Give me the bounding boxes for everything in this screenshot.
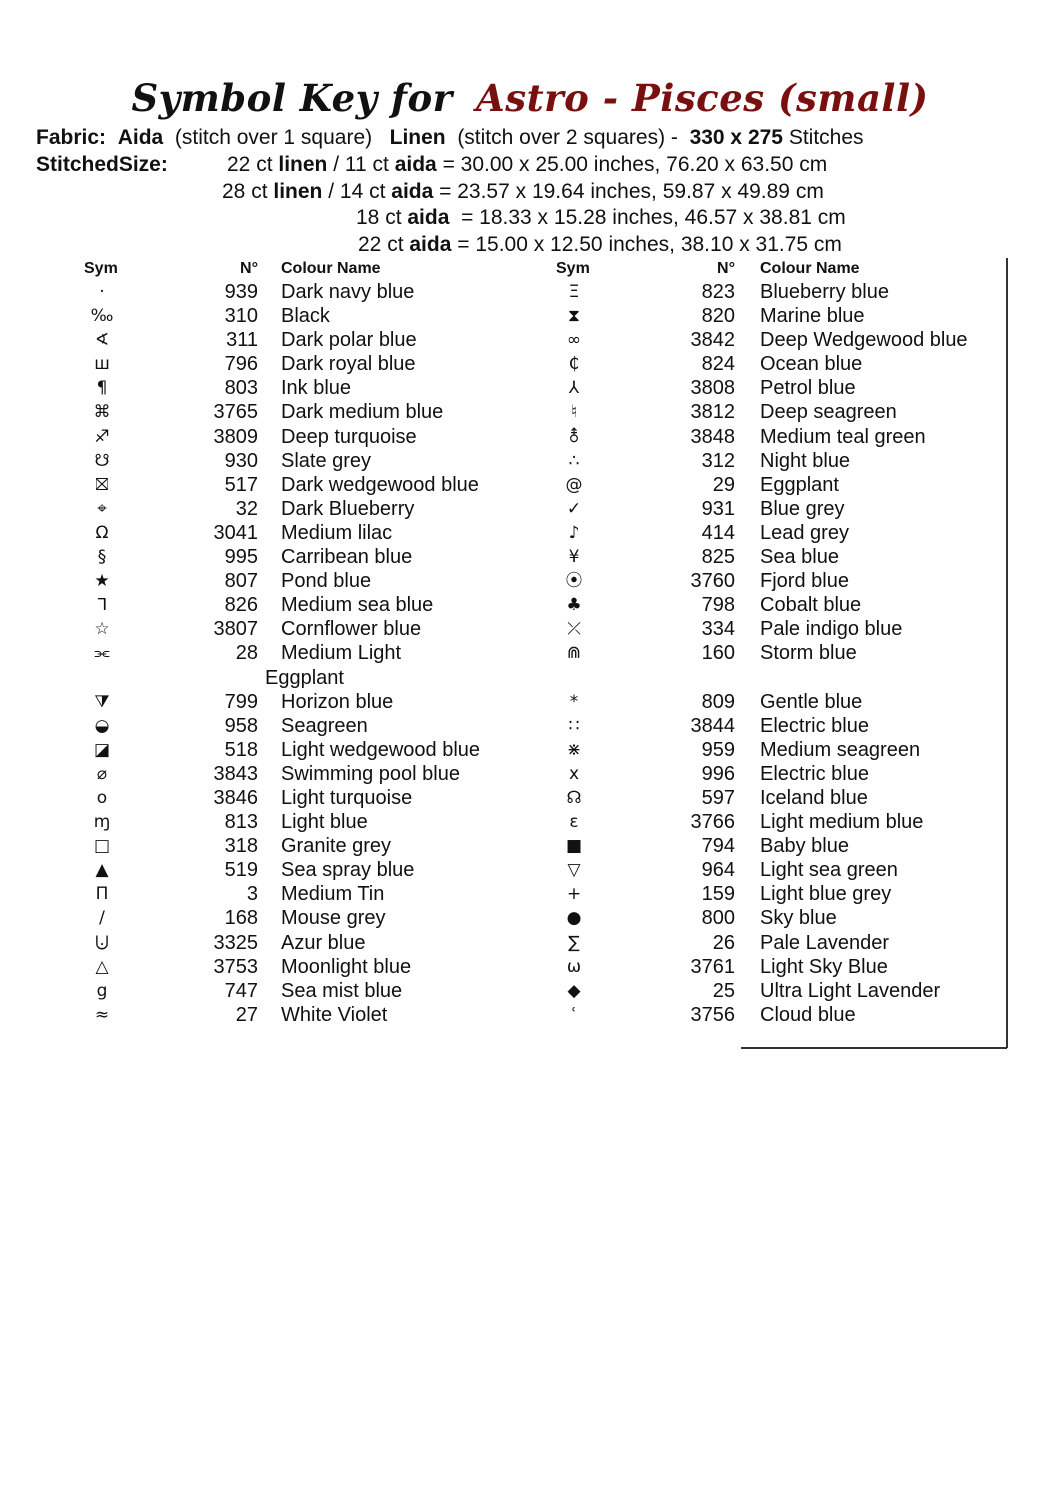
stitch-symbol-icon: ɱ	[93, 812, 111, 833]
floss-number: 930	[224, 449, 258, 472]
floss-number: 959	[701, 738, 735, 761]
stitch-symbol-icon: ♪	[568, 522, 580, 543]
stitch-symbol-icon: ◪	[93, 739, 111, 760]
size-part-post: = 18.33 x 15.28 inches, 46.57 x 38.81 cm	[449, 206, 846, 229]
stitch-symbol-icon: ʿ	[571, 1004, 577, 1025]
header-num: N°	[240, 260, 258, 277]
colour-name: Sky blue	[760, 907, 837, 930]
floss-number: 28	[235, 642, 258, 665]
fabric-linen-note: (stitch over 2 squares) -	[457, 126, 678, 149]
pattern-name: Astro - Pisces (small)	[476, 76, 929, 120]
header-sym: Sym	[84, 260, 118, 277]
stitch-symbol-icon: ∢	[94, 330, 110, 351]
colour-name: Light blue grey	[760, 883, 892, 906]
stitches-label: Stitches	[788, 126, 864, 149]
floss-number: 747	[224, 979, 258, 1002]
colour-name: Dark polar blue	[281, 329, 417, 352]
floss-number: 820	[701, 305, 735, 328]
floss-number: 826	[224, 594, 258, 617]
colour-name: Light Sky Blue	[760, 955, 888, 978]
colour-name: Pale Lavender	[760, 931, 889, 954]
stitch-symbol-icon: ■	[565, 836, 583, 857]
stitch-symbol-icon: ⌘	[93, 402, 111, 423]
floss-number: 800	[701, 907, 735, 930]
colour-name: Swimming pool blue	[281, 762, 460, 785]
stitch-symbol-icon: ш	[94, 354, 110, 375]
stitch-symbol-icon: ♣	[566, 595, 582, 616]
stitch-symbol-icon: ¶	[96, 378, 108, 399]
size-part-pre: 28 ct	[222, 180, 274, 203]
floss-number: 160	[701, 642, 735, 665]
stitch-symbol-icon: ⋒	[566, 643, 582, 664]
colour-name: Ultra Light Lavender	[760, 979, 941, 1002]
colour-name: Deep Wedgewood blue	[760, 329, 968, 352]
stitch-symbol-icon: ☋	[94, 450, 110, 471]
stitch-symbol-icon: ✓	[566, 498, 582, 519]
colour-name: Cobalt blue	[760, 594, 862, 617]
size-part-b2: aida	[394, 153, 437, 176]
stitch-symbol-icon: ∞	[566, 330, 582, 351]
floss-number: 964	[701, 859, 735, 882]
stitch-symbol-icon: ⋇	[566, 739, 582, 760]
size-part-mid: / 11 ct	[327, 153, 395, 176]
colour-name: Petrol blue	[760, 377, 856, 400]
floss-number: 517	[224, 473, 258, 496]
stitched-size-line	[356, 206, 846, 230]
stitch-symbol-icon: ★	[94, 571, 110, 592]
title-prefix: Symbol Key for	[131, 76, 453, 120]
stitch-symbol-icon: g	[96, 980, 108, 1001]
colour-name: Ink blue	[281, 377, 352, 400]
size-part-b1: aida	[409, 233, 452, 256]
stitch-symbol-icon: ∷	[568, 715, 580, 736]
floss-number: 809	[701, 690, 735, 713]
stitch-symbol-icon: ▽	[567, 860, 581, 881]
stitch-symbol-icon: ω	[566, 956, 582, 977]
colour-name: Horizon blue	[281, 690, 394, 713]
stitch-symbol-icon: ●	[566, 908, 582, 929]
page-title	[0, 76, 1060, 120]
colour-name: Medium sea blue	[281, 594, 434, 617]
colour-name: Medium seagreen	[760, 738, 921, 761]
colour-name: Deep seagreen	[760, 401, 897, 424]
stitch-symbol-icon: @	[565, 474, 583, 495]
floss-number: 318	[224, 835, 258, 858]
floss-number: 597	[701, 786, 735, 809]
colour-name: Dark wedgewood blue	[281, 473, 479, 496]
floss-number: 312	[701, 449, 735, 472]
floss-number: 3843	[213, 762, 258, 785]
stitch-symbol-icon: ⌖	[97, 498, 107, 519]
stitch-symbol-icon: ⚨	[566, 426, 582, 447]
stitch-symbol-icon: ⨃	[95, 932, 109, 953]
stitch-symbol-icon: ◒	[94, 715, 110, 736]
floss-number: 931	[701, 497, 735, 520]
colour-name: Pond blue	[281, 570, 372, 593]
floss-number: 3325	[213, 931, 258, 954]
floss-number: 958	[224, 714, 258, 737]
stitch-symbol-icon: ε	[569, 812, 579, 833]
stitch-symbol-icon: ᒣ	[96, 595, 108, 616]
colour-name: Light sea green	[760, 859, 898, 882]
stitch-symbol-icon: Π	[95, 884, 109, 905]
stitch-symbol-icon: ·	[99, 282, 105, 302]
table-border-right	[1006, 258, 1008, 1048]
header-sym: Sym	[556, 260, 590, 277]
size-part-post: = 30.00 x 25.00 inches, 76.20 x 63.50 cm	[436, 153, 828, 176]
stitch-symbol-icon: Ω	[95, 522, 109, 543]
colour-name: Medium Light	[281, 642, 402, 665]
colour-name: Moonlight blue	[281, 955, 412, 978]
floss-number: 813	[224, 811, 258, 834]
stitch-symbol-icon: +	[566, 884, 582, 905]
colour-name: Electric blue	[760, 762, 869, 785]
colour-name: Light turquoise	[281, 786, 413, 809]
floss-number: 939	[224, 281, 258, 303]
floss-number: 3765	[213, 401, 258, 424]
colour-name: Dark medium blue	[281, 401, 444, 424]
size-part-b1: aida	[407, 206, 450, 229]
colour-name: Sea blue	[760, 546, 839, 569]
stitch-symbol-icon: ∴	[568, 450, 580, 471]
colour-name: Marine blue	[760, 305, 865, 328]
colour-name: Carribean blue	[281, 546, 413, 569]
floss-number: 414	[701, 521, 735, 544]
stitch-symbol-icon: ⧗	[568, 306, 580, 327]
floss-number: 3756	[690, 1003, 735, 1026]
floss-number: 3041	[213, 521, 258, 544]
floss-number: 311	[226, 329, 258, 352]
colour-name: Fjord blue	[760, 570, 849, 593]
stitch-symbol-icon: ▲	[95, 860, 109, 881]
fabric-label: Fabric:	[36, 126, 107, 149]
floss-number: 3809	[213, 425, 258, 448]
stitch-symbol-icon: ≈	[94, 1004, 110, 1025]
colour-name: Black	[281, 305, 330, 328]
stitch-count: 330 x 275	[689, 126, 783, 149]
stitch-symbol-icon: ‰	[90, 306, 114, 327]
size-part-post: = 23.57 x 19.64 inches, 59.87 x 49.89 cm	[433, 180, 824, 203]
colour-name: Ocean blue	[760, 353, 863, 376]
colour-name: Blueberry blue	[760, 281, 889, 303]
floss-number: 825	[701, 546, 735, 569]
stitch-symbol-icon: o	[96, 787, 108, 808]
header-name: Colour Name	[760, 260, 860, 277]
header-num: N°	[717, 260, 735, 277]
stitch-symbol-icon: §	[97, 547, 107, 568]
colour-name: Blue grey	[760, 497, 845, 520]
stitch-symbol-icon: ☊	[566, 787, 582, 808]
stitch-symbol-icon: ⦿	[565, 571, 583, 592]
colour-name: Cloud blue	[760, 1003, 856, 1026]
floss-number: 3760	[690, 570, 735, 593]
colour-name: Medium Tin	[281, 883, 385, 906]
stitched-size-label-text: StitchedSize:	[36, 153, 168, 176]
floss-number: 3766	[690, 811, 735, 834]
floss-number: 32	[235, 497, 258, 520]
colour-name-continued: Eggplant	[265, 666, 344, 689]
colour-name: Dark navy blue	[281, 281, 415, 303]
floss-number: 168	[224, 907, 258, 930]
floss-number: 995	[224, 546, 258, 569]
size-part-b1: linen	[273, 180, 323, 203]
stitch-symbol-icon: Ξ	[568, 282, 580, 302]
floss-number: 803	[224, 377, 258, 400]
floss-number: 3812	[690, 401, 735, 424]
stitch-symbol-icon: ⧩	[94, 691, 110, 712]
colour-name: Medium teal green	[760, 425, 926, 448]
colour-name: Iceland blue	[760, 786, 868, 809]
size-part-b1: linen	[278, 153, 328, 176]
colour-name: Cornflower blue	[281, 618, 422, 641]
stitch-symbol-icon: ₵	[568, 354, 580, 375]
size-part-pre: 18 ct	[356, 206, 408, 229]
floss-number: 794	[701, 835, 735, 858]
stitch-symbol-icon: ⫘	[94, 643, 110, 664]
floss-number: 3753	[213, 955, 258, 978]
colour-name: Medium lilac	[281, 521, 393, 544]
floss-number: 824	[701, 353, 735, 376]
colour-name: Lead grey	[760, 521, 849, 544]
colour-name: Light wedgewood blue	[281, 738, 481, 761]
fabric-aida-note: (stitch over 1 square)	[174, 126, 373, 149]
colour-name: Sea mist blue	[281, 979, 403, 1002]
stitched-size-line	[222, 180, 824, 204]
floss-number: 29	[712, 473, 735, 496]
size-part-pre: 22 ct	[227, 153, 279, 176]
colour-name: Light blue	[281, 811, 368, 834]
colour-name: Night blue	[760, 449, 851, 472]
floss-number: 518	[224, 738, 258, 761]
floss-number: 3842	[690, 329, 735, 352]
floss-number: 799	[224, 690, 258, 713]
stitch-symbol-icon: ◆	[567, 980, 581, 1001]
floss-number: 310	[224, 305, 258, 328]
floss-number: 798	[701, 594, 735, 617]
floss-number: 823	[701, 281, 735, 303]
stitch-symbol-icon: ⤫	[567, 619, 581, 640]
colour-name: Dark Blueberry	[281, 497, 415, 520]
floss-number: 3807	[213, 618, 258, 641]
fabric-linen: Linen	[389, 126, 446, 149]
colour-name: Pale indigo blue	[760, 618, 903, 641]
size-part-mid: / 14 ct	[322, 180, 392, 203]
colour-name: White Violet	[281, 1003, 388, 1026]
colour-name: Eggplant	[760, 473, 839, 496]
stitch-symbol-icon: ∑	[568, 932, 580, 953]
floss-number: 3848	[690, 425, 735, 448]
table-border-bottom	[741, 1047, 1007, 1049]
size-part-post: = 15.00 x 12.50 inches, 38.10 x 31.75 cm	[451, 233, 842, 256]
floss-number: 796	[224, 353, 258, 376]
colour-name: Azur blue	[281, 931, 366, 954]
stitch-symbol-icon: x	[568, 763, 580, 784]
floss-number: 25	[712, 979, 735, 1002]
stitch-symbol-icon: △	[95, 956, 109, 977]
stitch-symbol-icon: *	[569, 691, 579, 712]
stitch-symbol-icon: ☆	[94, 619, 110, 640]
colour-name: Gentle blue	[760, 690, 863, 713]
stitch-symbol-icon: ⅄	[568, 378, 580, 399]
colour-name: Sea spray blue	[281, 859, 415, 882]
colour-name: Light medium blue	[760, 811, 924, 834]
floss-number: 3846	[213, 786, 258, 809]
stitch-symbol-icon: ⌀	[96, 763, 108, 784]
stitch-symbol-icon: ♮	[570, 402, 578, 423]
colour-name: Seagreen	[281, 714, 368, 737]
colour-name: Granite grey	[281, 835, 392, 858]
floss-number: 3	[246, 883, 258, 906]
floss-number: 3808	[690, 377, 735, 400]
floss-number: 807	[224, 570, 258, 593]
stitched-size-line	[358, 233, 842, 257]
header-name: Colour Name	[281, 260, 381, 277]
floss-number: 519	[224, 859, 258, 882]
stitch-symbol-icon: □	[93, 836, 111, 857]
floss-number: 3844	[690, 714, 735, 737]
colour-name: Dark royal blue	[281, 353, 416, 376]
floss-number: 26	[712, 931, 735, 954]
stitched-size-label	[36, 153, 168, 177]
colour-name: Deep turquoise	[281, 425, 417, 448]
colour-name: Electric blue	[760, 714, 869, 737]
floss-number: 3761	[690, 955, 735, 978]
floss-number: 159	[701, 883, 735, 906]
colour-name: Slate grey	[281, 449, 372, 472]
floss-number: 27	[235, 1003, 258, 1026]
size-part-pre: 22 ct	[358, 233, 410, 256]
stitch-symbol-icon: ⛝	[95, 474, 109, 495]
stitched-size-line	[227, 153, 827, 177]
fabric-aida: Aida	[117, 126, 164, 149]
floss-number: 334	[701, 618, 735, 641]
stitch-symbol-icon: ¥	[568, 547, 580, 568]
stitch-symbol-icon: /	[99, 908, 105, 929]
colour-name: Mouse grey	[281, 907, 386, 930]
fabric-line	[36, 126, 864, 150]
stitch-symbol-icon: ♐	[94, 426, 110, 447]
size-part-b2: aida	[391, 180, 434, 203]
colour-name: Baby blue	[760, 835, 849, 858]
floss-number: 996	[701, 762, 735, 785]
colour-name: Storm blue	[760, 642, 857, 665]
